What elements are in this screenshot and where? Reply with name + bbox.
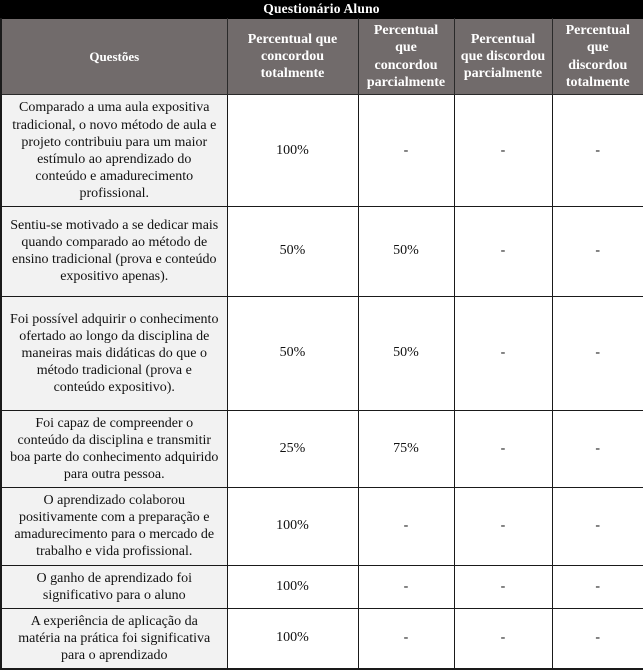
value-concordou-parcialmente: - <box>358 608 454 669</box>
value-concordou-parcialmente: - <box>358 488 454 565</box>
value-discordou-totalmente: - <box>552 95 643 206</box>
value-discordou-parcialmente: - <box>454 95 552 206</box>
value-discordou-totalmente: - <box>552 410 643 487</box>
page-title: Questionário Aluno <box>263 1 380 17</box>
question-cell: Foi capaz de compreender o conteúdo da disciplina e transmitir boa parte do conhecimento adquirido para outra pessoa. <box>1 410 227 487</box>
table-row <box>1 296 643 410</box>
value-concordou-totalmente: 100% <box>227 95 358 206</box>
value-discordou-totalmente: - <box>552 206 643 296</box>
column-header-discordou-parcialmente: Percentual que discordou parcialmente <box>454 19 552 95</box>
value-discordou-parcialmente: - <box>454 488 552 565</box>
value-concordou-totalmente: 100% <box>227 488 358 565</box>
value-concordou-totalmente: 100% <box>227 565 358 608</box>
table-row <box>1 488 643 565</box>
question-cell: O ganho de aprendizado foi significativo para o aluno <box>1 565 227 608</box>
value-discordou-totalmente: - <box>552 296 643 410</box>
table-row <box>1 95 643 206</box>
value-concordou-parcialmente: - <box>358 95 454 206</box>
table-row <box>1 565 643 608</box>
table-header-row <box>1 19 643 95</box>
value-discordou-totalmente: - <box>552 565 643 608</box>
value-concordou-parcialmente: 50% <box>358 206 454 296</box>
value-concordou-totalmente: 50% <box>227 296 358 410</box>
value-concordou-totalmente: 100% <box>227 608 358 669</box>
table-title-bar <box>0 0 643 18</box>
question-cell: Foi possível adquirir o conhecimento ofertado ao longo da disciplina de maneiras mais didáticas do que o método tradicional (prova e conteúdo expositivo). <box>1 296 227 410</box>
value-discordou-parcialmente: - <box>454 608 552 669</box>
question-cell: O aprendizado colaborou positivamente com a preparação e amadurecimento para o mercado de trabalho e vida profissional. <box>1 488 227 565</box>
column-header-discordou-totalmente: Percentual que discordou totalmente <box>552 19 643 95</box>
value-concordou-parcialmente: - <box>358 565 454 608</box>
table-row <box>1 206 643 296</box>
value-concordou-totalmente: 50% <box>227 206 358 296</box>
question-cell: Sentiu-se motivado a se dedicar mais quando comparado ao método de ensino tradicional (prova e conteúdo expositivo apenas). <box>1 206 227 296</box>
column-header-concordou-parcialmente: Percentual que concordou parcialmente <box>358 19 454 95</box>
value-discordou-parcialmente: - <box>454 296 552 410</box>
column-header-questions: Questões <box>1 19 227 95</box>
value-discordou-totalmente: - <box>552 488 643 565</box>
table-header <box>1 19 643 95</box>
value-concordou-totalmente: 25% <box>227 410 358 487</box>
column-header-concordou-totalmente: Percentual que concordou totalmente <box>227 19 358 95</box>
value-discordou-parcialmente: - <box>454 410 552 487</box>
value-discordou-parcialmente: - <box>454 206 552 296</box>
table-row <box>1 410 643 487</box>
table-row <box>1 608 643 669</box>
question-cell: A experiência de aplicação da matéria na prática foi significativa para o aprendizado <box>1 608 227 669</box>
value-discordou-totalmente: - <box>552 608 643 669</box>
questionnaire-results-table <box>0 18 643 670</box>
value-concordou-parcialmente: 75% <box>358 410 454 487</box>
question-cell: Comparado a uma aula expositiva tradicional, o novo método de aula e projeto contribuiu para um maior estímulo ao aprendizado do conteúdo e amadurecimento profissional. <box>1 95 227 206</box>
value-concordou-parcialmente: 50% <box>358 296 454 410</box>
table-body <box>1 95 643 669</box>
value-discordou-parcialmente: - <box>454 565 552 608</box>
